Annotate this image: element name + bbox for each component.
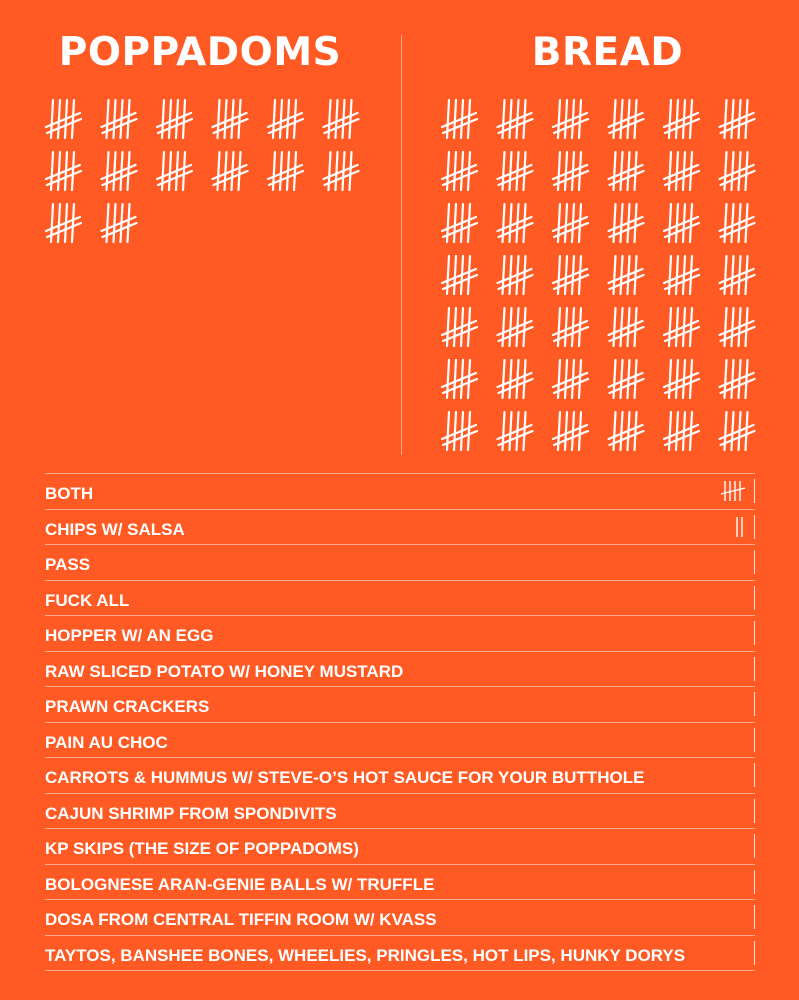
- option-label: HOPPER W/ AN EGG: [45, 626, 214, 645]
- row-end-tick: [754, 550, 756, 574]
- bread-tally-group: [609, 308, 644, 346]
- bread-tally-group: [609, 360, 644, 398]
- bread-tally-group: [609, 100, 644, 138]
- bread-tally-group: [442, 204, 477, 242]
- bread-tally-group: [720, 100, 755, 138]
- option-label: PRAWN CRACKERS: [45, 697, 210, 716]
- option-row: [45, 545, 755, 581]
- option-label: PAIN AU CHOC: [45, 732, 168, 752]
- bread-tally-group: [498, 204, 533, 242]
- poppadoms-tally-group: [102, 152, 137, 190]
- option-tally: [717, 477, 747, 505]
- bread-tally-group: [498, 256, 533, 294]
- row-end-tick: [754, 657, 756, 681]
- bread-tally-group: [553, 152, 588, 190]
- option-row: [45, 829, 755, 865]
- bread-tally-group: [553, 308, 588, 346]
- option-row: [45, 687, 755, 723]
- bread-tally-group: [609, 204, 644, 242]
- bread-tally-group: [664, 256, 699, 294]
- bread-title: BREAD: [531, 30, 684, 75]
- poppadoms-tally-group: [46, 204, 81, 242]
- option-row: [45, 652, 755, 688]
- option-row: [45, 865, 755, 901]
- row-end-tick: [754, 728, 756, 752]
- poppadoms-tally-group: [213, 152, 248, 190]
- bread-tally-group: [664, 412, 699, 450]
- poppadoms-tally-group: [213, 100, 248, 138]
- poppadoms-tally-group: [102, 204, 137, 242]
- poppadoms-tally-group: [268, 152, 303, 190]
- row-end-tick: [754, 941, 756, 965]
- bread-tally-group: [553, 100, 588, 138]
- row-end-tick: [754, 905, 756, 929]
- row-end-tick: [754, 586, 756, 610]
- option-label: KP SKIPS (THE SIZE OF POPPADOMS): [45, 839, 359, 858]
- poppadoms-tally-group: [268, 100, 303, 138]
- bread-tally-group: [609, 256, 644, 294]
- option-label: BOLOGNESE ARAN-GENIE BALLS W/ TRUFFLE: [45, 874, 435, 894]
- bread-tally-group: [442, 100, 477, 138]
- bread-tally-group: [498, 360, 533, 398]
- bread-tally-group: [664, 308, 699, 346]
- bread-tally-group: [553, 412, 588, 450]
- bread-tally-group: [498, 308, 533, 346]
- bread-tally-group: [720, 360, 755, 398]
- bread-tally-group: [442, 256, 477, 294]
- row-end-tick: [754, 621, 756, 645]
- options-list: [45, 473, 755, 971]
- option-tally-group: [737, 517, 742, 537]
- option-row: [45, 510, 755, 546]
- option-row: [45, 794, 755, 830]
- option-label: TAYTOS, BANSHEE BONES, WHEELIES, PRINGLES, HOT LIPS, HUNKY DORYS: [45, 945, 686, 965]
- poppadoms-tally-group: [324, 100, 359, 138]
- bread-tally-group: [720, 412, 755, 450]
- bread-tally-group: [442, 412, 477, 450]
- bread-tally-group: [498, 100, 533, 138]
- poppadoms-tally-group: [102, 100, 137, 138]
- bread-tally-group: [609, 412, 644, 450]
- poppadoms-tally-group: [324, 152, 359, 190]
- option-label: CHIPS W/ SALSA: [45, 519, 185, 539]
- option-row: [45, 616, 755, 652]
- bread-tally-group: [553, 256, 588, 294]
- row-end-tick: [754, 515, 756, 539]
- bread-tally-group: [664, 152, 699, 190]
- poppadoms-tally-group: [46, 152, 81, 190]
- bread-tally-group: [720, 308, 755, 346]
- option-label: DOSA FROM CENTRAL TIFFIN ROOM W/ KVASS: [45, 910, 437, 929]
- row-end-tick: [754, 834, 756, 858]
- bread-tally-group: [664, 100, 699, 138]
- bread-tally-group: [442, 152, 477, 190]
- option-row: [45, 474, 755, 510]
- bread-tally-group: [720, 256, 755, 294]
- poppadoms-tally-group: [157, 152, 192, 190]
- option-row: [45, 758, 755, 794]
- option-label: CAJUN SHRIMP FROM SPONDIVITS: [45, 803, 337, 823]
- bread-tally-group: [498, 412, 533, 450]
- bread-tally-group: [720, 204, 755, 242]
- poppadoms-title: POPPADOMS: [58, 30, 342, 75]
- tally-area: [0, 0, 799, 470]
- option-row: [45, 581, 755, 617]
- row-end-tick: [754, 763, 756, 787]
- row-end-tick: [754, 692, 756, 716]
- bread-tally-group: [442, 360, 477, 398]
- option-tally: [717, 513, 747, 541]
- option-label: BOTH: [45, 484, 94, 503]
- bread-tally-group: [442, 308, 477, 346]
- option-tally-group: [721, 481, 745, 501]
- option-label: FUCK ALL: [45, 590, 130, 610]
- option-row: [45, 723, 755, 759]
- bread-tally-group: [498, 152, 533, 190]
- bread-tally-group: [553, 204, 588, 242]
- poppadoms-tally-group: [157, 100, 192, 138]
- option-row: [45, 936, 755, 972]
- bread-tally-group: [720, 152, 755, 190]
- row-end-tick: [754, 479, 756, 503]
- bread-tally-group: [553, 360, 588, 398]
- bread-tally-group: [609, 152, 644, 190]
- option-label: RAW SLICED POTATO W/ HONEY MUSTARD: [45, 661, 404, 681]
- bread-tally-group: [664, 204, 699, 242]
- poppadoms-tally-group: [46, 100, 81, 138]
- bread-tally-group: [664, 360, 699, 398]
- row-end-tick: [754, 870, 756, 894]
- option-row: [45, 900, 755, 936]
- row-end-tick: [754, 799, 756, 823]
- option-label: CARROTS & HUMMUS W/ STEVE-O’S HOT SAUCE FOR YOUR BUTTHOLE: [45, 768, 645, 787]
- option-label: PASS: [45, 555, 91, 574]
